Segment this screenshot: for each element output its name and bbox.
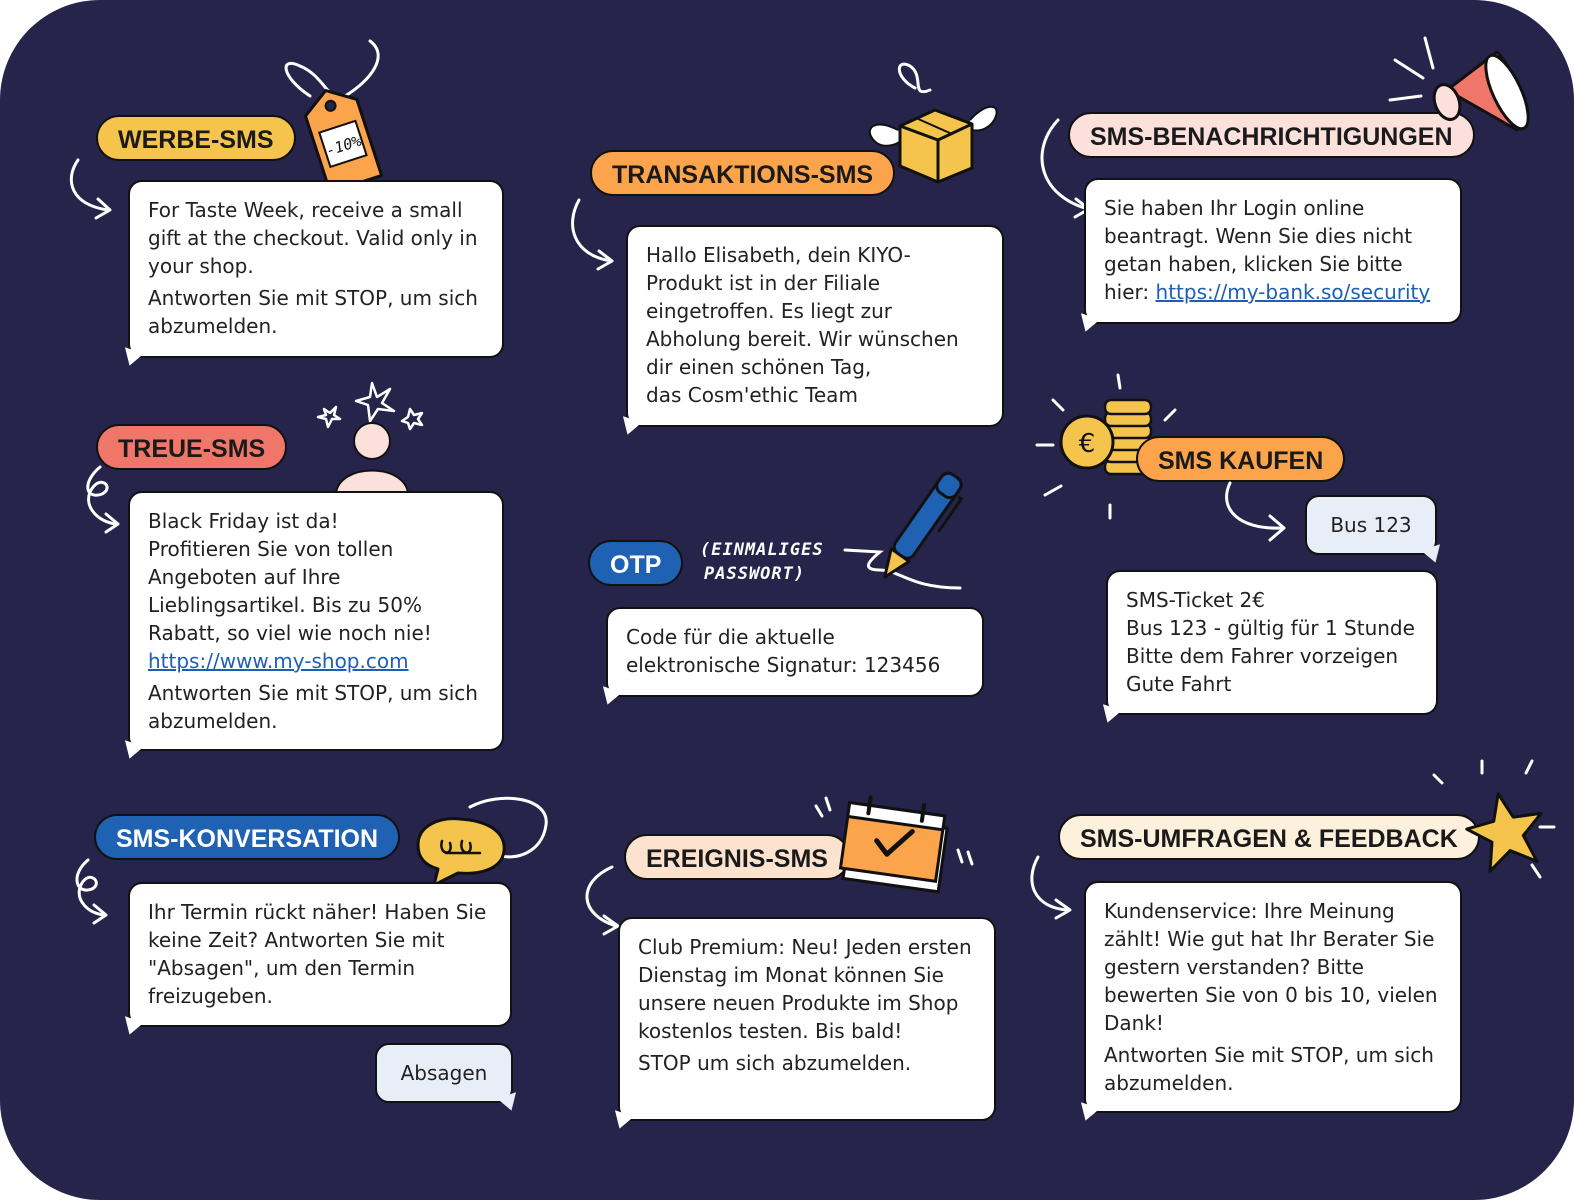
label-sms-benachrichtigungen: SMS-BENACHRICHTIGUNGEN (1068, 112, 1475, 158)
label-sms-umfragen-feedback: SMS-UMFRAGEN & FEEDBACK (1058, 814, 1480, 860)
message-headline: Black Friday ist da! (148, 509, 339, 533)
message-link-row (148, 647, 484, 675)
message-bubble-otp (606, 607, 984, 697)
curved-arrow-icon (1218, 478, 1298, 548)
chat-bubble-icon (410, 795, 555, 890)
star-icon (1420, 755, 1565, 895)
message-opt-out: Antworten Sie mit STOP, um sich abzumelden. (148, 286, 478, 338)
message-bubble-benachrichtigung (1084, 178, 1462, 324)
label-werbe-sms: WERBE-SMS (96, 115, 296, 161)
person-stars-icon (310, 375, 430, 493)
message-bubble-kaufen (1106, 570, 1438, 715)
curved-arrow-icon (565, 195, 625, 275)
message-bubble-umfragen (1084, 881, 1462, 1113)
price-tag-text: -10% (323, 131, 364, 160)
pen-icon (840, 470, 965, 600)
label-sms-kaufen: SMS KAUFEN (1136, 436, 1345, 482)
message-signature: das Cosm'ethic Team (646, 383, 858, 407)
megaphone-icon (1385, 30, 1535, 150)
label-ereignis-sms: EREIGNIS-SMS (624, 834, 850, 880)
message-text: Code für die aktuelle elektronische Signatur: 123456 (626, 625, 941, 677)
euro-symbol: € (1078, 429, 1096, 459)
message-bubble-ereignis (618, 917, 996, 1121)
message-bubble-werbe (128, 180, 504, 358)
message-bubble-treue (128, 491, 504, 751)
message-text: Sie haben Ihr Login online beantragt. Wenn Sie dies nicht getan haben, klicken Sie bitte hier: (1104, 196, 1413, 304)
ticket-line: Bitte dem Fahrer vorzeigen (1126, 644, 1399, 668)
ticket-line: Bus 123 - gültig für 1 Stunde (1126, 616, 1415, 640)
message-text: For Taste Week, receive a small gift at the checkout. Valid only in your shop. (148, 198, 478, 278)
reply-text: Bus 123 (1330, 513, 1412, 537)
message-opt-out: Antworten Sie mit STOP, um sich abzumelden. (148, 681, 478, 733)
reply-bubble-bus (1305, 495, 1437, 555)
ticket-line: SMS-Ticket 2€ (1126, 588, 1266, 612)
curved-arrow-icon (1024, 852, 1084, 927)
shop-link[interactable]: https://www.my-shop.com (148, 649, 409, 673)
otp-subtitle-line1: (EINMALIGES (700, 540, 824, 560)
message-text: Ihr Termin rückt näher! Haben Sie keine Zeit? Antworten Sie mit "Absagen", um den Termin freizugeben. (148, 900, 487, 1008)
curly-arrow-icon (70, 855, 130, 930)
curved-arrow-icon (66, 155, 126, 225)
ticket-line: Gute Fahrt (1126, 672, 1232, 696)
calendar-check-icon (810, 792, 980, 897)
label-treue-sms: TREUE-SMS (96, 424, 287, 470)
message-text: Club Premium: Neu! Jeden ersten Dienstag im Monat können Sie unsere neuen Produkte im Shop kostenlos testen. Bis bald! (638, 935, 972, 1043)
price-tag-icon (270, 36, 400, 191)
label-transaktions-sms: TRANSAKTIONS-SMS (590, 150, 895, 196)
otp-subtitle (700, 538, 824, 586)
message-text: Hallo Elisabeth, dein KIYO-Produkt ist in der Filiale eingetroffen. Es liegt zur Abholung bereit. Wir wünschen dir einen schönen Tag, (646, 243, 959, 379)
message-opt-out: STOP um sich abzumelden. (638, 1051, 912, 1075)
message-text: Profitieren Sie von tollen Angeboten auf Ihre Lieblingsartikel. Bis zu 50% Rabatt, so viel wie noch nie! (148, 537, 432, 645)
message-opt-out: Antworten Sie mit STOP, um sich abzumelden. (1104, 1043, 1434, 1095)
label-otp: OTP (588, 540, 683, 586)
flying-package-icon (860, 58, 1005, 186)
otp-subtitle-line2: PASSWORT) (704, 564, 806, 584)
message-bubble-konversation (128, 882, 512, 1027)
reply-bubble-absagen (375, 1043, 513, 1103)
reply-text: Absagen (400, 1061, 488, 1085)
label-sms-konversation: SMS-KONVERSATION (94, 814, 400, 860)
security-link[interactable]: https://my-bank.so/security (1155, 280, 1431, 304)
message-text: Kundenservice: Ihre Meinung zählt! Wie gut hat Ihr Berater Sie gestern verstanden? Bitte bewerten Sie von 0 bis 10, vielen Dank! (1104, 899, 1438, 1035)
message-bubble-transaktion (626, 225, 1004, 427)
